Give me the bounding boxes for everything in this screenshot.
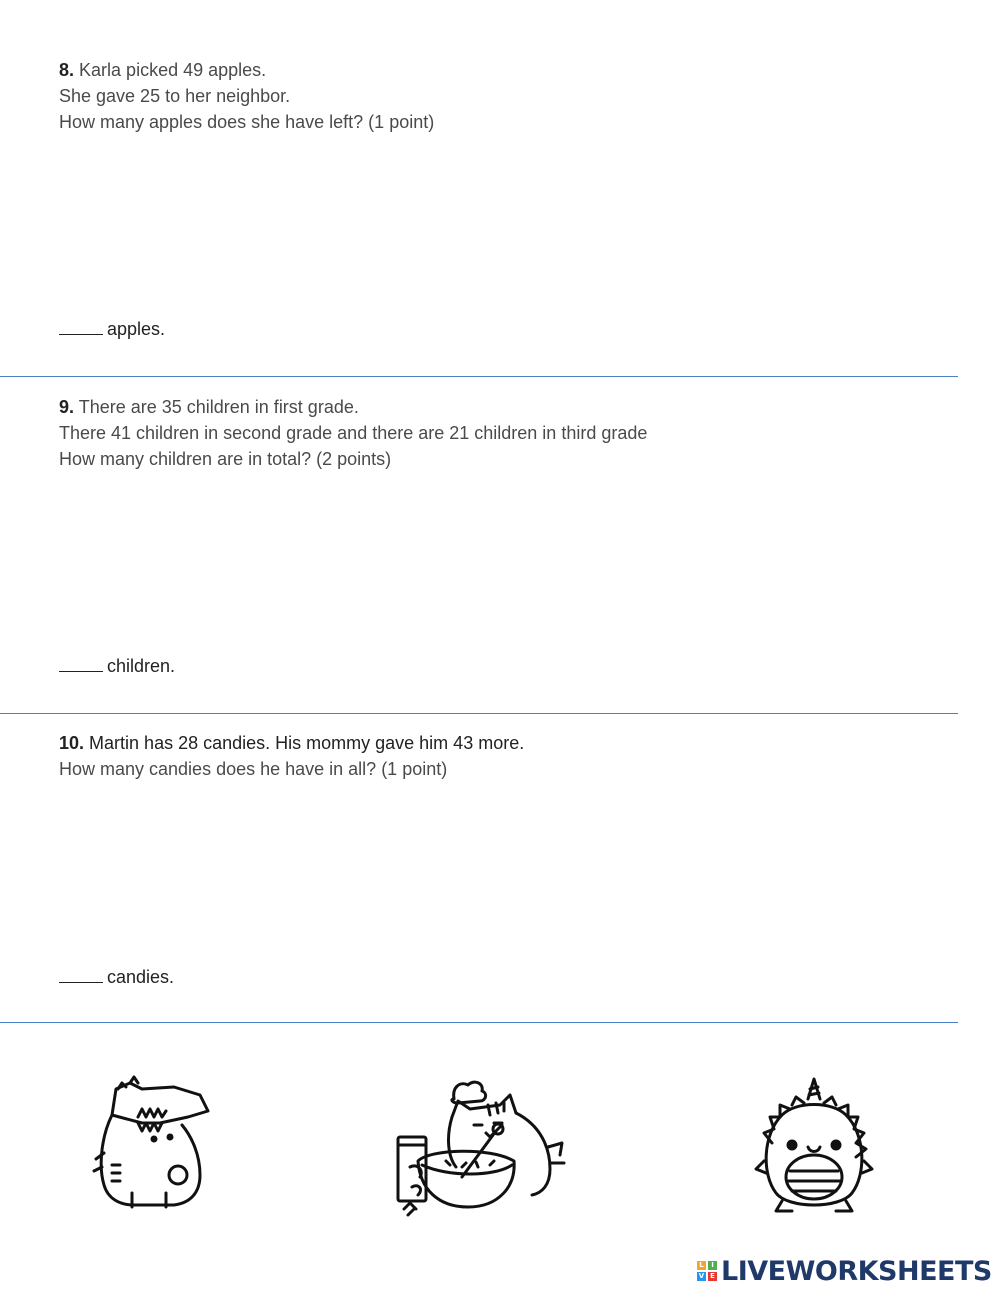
answer-blank[interactable]	[59, 966, 103, 983]
section-divider	[0, 713, 958, 714]
answer-unit: apples.	[107, 319, 166, 339]
question-line: How many candies does he have in all? (1 point)	[59, 759, 448, 779]
question-line: How many children are in total? (2 points)	[59, 449, 392, 469]
question-number: 10.	[59, 733, 85, 753]
answer-line-9[interactable]	[59, 655, 175, 677]
answer-unit: children.	[107, 656, 176, 676]
question-9	[59, 394, 647, 472]
section-divider	[0, 1022, 958, 1023]
answer-line-10[interactable]	[59, 966, 174, 988]
logo-block: E	[708, 1272, 717, 1281]
question-8	[59, 57, 434, 135]
baking-cat-icon	[390, 1077, 570, 1222]
question-line: She gave 25 to her neighbor.	[59, 86, 291, 106]
question-10	[59, 730, 524, 782]
unicorn-dino-icon	[752, 1075, 876, 1217]
logo-block: V	[698, 1272, 705, 1280]
answer-blank[interactable]	[59, 318, 103, 335]
answer-blank[interactable]	[59, 655, 103, 672]
answer-line-8[interactable]	[59, 318, 165, 340]
question-line: Martin has 28 candies. His mommy gave him 43 more.	[89, 733, 525, 753]
dino-costume-cat-icon	[82, 1075, 222, 1215]
logo-block: I	[708, 1261, 717, 1270]
section-divider	[0, 376, 958, 377]
question-line: There 41 children in second grade and there are 21 children in third grade	[59, 423, 648, 443]
logo-blocks	[697, 1261, 717, 1281]
question-number: 9.	[59, 397, 75, 417]
logo-text: LIVEWORKSHEETS	[721, 1255, 992, 1287]
question-number: 8.	[59, 60, 75, 80]
answer-unit: candies.	[107, 967, 175, 987]
question-line: Karla picked 49 apples.	[79, 60, 267, 80]
logo-block: L	[697, 1261, 706, 1270]
liveworksheets-logo	[697, 1256, 992, 1286]
question-line: There are 35 children in first grade.	[78, 397, 359, 417]
question-line: How many apples does she have left? (1 point)	[59, 112, 435, 132]
